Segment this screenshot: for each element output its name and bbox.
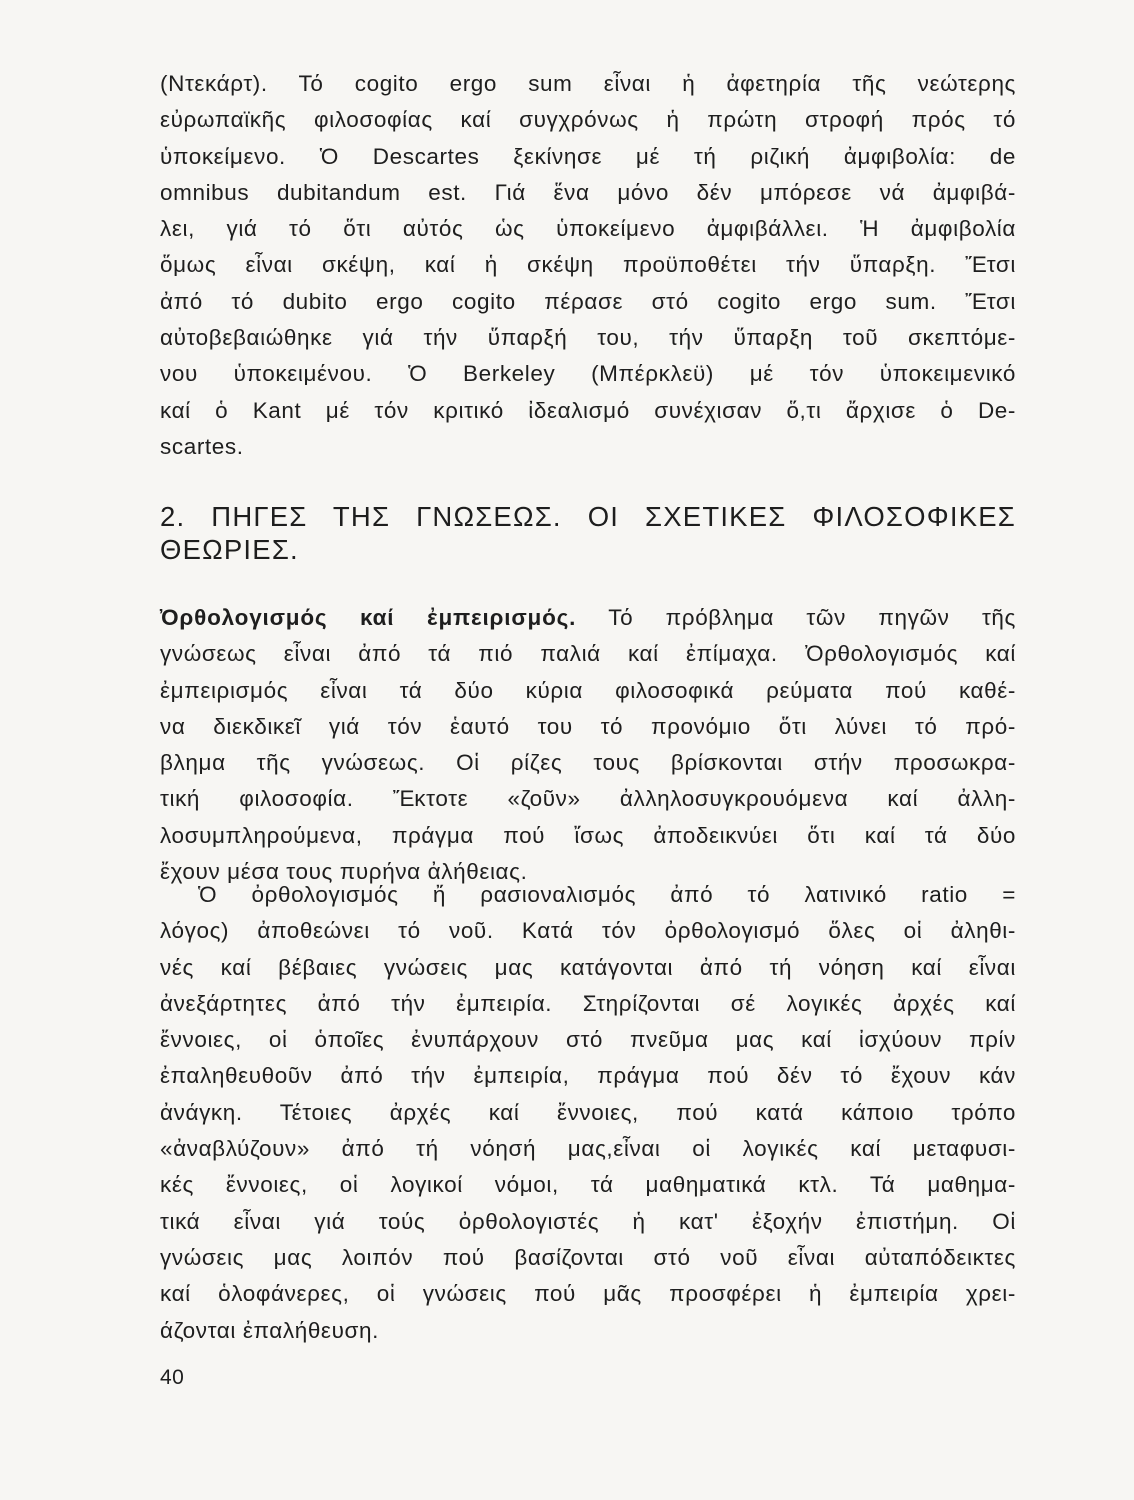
- text-line: λοσυμπληρούμενα, πράγμα πού ἴσως ἀποδεικνύει ὅτι καί τά δύο: [160, 822, 1016, 848]
- text-line: τικά εἶναι γιά τούς ὀρθολογιστές ἡ κατ' ἐξοχήν ἐπιστήμη. Οἱ: [160, 1208, 1016, 1234]
- text-line: omnibus dubitandum est. Γιά ἕνα μόνο δέν μπόρεσε νά ἀμφιβά-: [160, 179, 1016, 205]
- text-line: ἔχουν μέσα τους πυρήνα ἀλήθειας.: [160, 859, 528, 885]
- text-line: ἀνεξάρτητες ἀπό τήν ἐμπειρία. Στηρίζονται σέ λογικές ἀρχές καί: [160, 990, 1016, 1016]
- text-line: άζονται ἐπαλήθευση.: [160, 1317, 379, 1343]
- lead-line-rest: Τό πρόβλημα τῶν πηγῶν τῆς: [608, 605, 1016, 630]
- text-line: εὐρωπαϊκῆς φιλοσοφίας καί συγχρόνως ἡ πρώτη στροφή πρός τό: [160, 107, 1016, 133]
- text-line: ἐπαληθευθοῦν ἀπό τήν ἐμπειρία, πράγμα πού δέν τό ἔχουν κάν: [160, 1063, 1016, 1089]
- text-line: (Ντεκάρτ). Τό cogito ergo sum εἶναι ἡ ἀφετηρία τῆς νεώτερης: [160, 71, 1016, 96]
- text-line: [160, 600, 1016, 636]
- text-line: ἔννοιες, οἱ ὁποῖες ἐνυπάρχουν στό πνεῦμα μας καί ἰσχύουν πρίν: [160, 1027, 1016, 1053]
- text-line: βλημα τῆς γνώσεως. Οἱ ρίζες τους βρίσκονται στήν προσωκρα-: [160, 750, 1016, 776]
- text-line: λει, γιά τό ὅτι αὐτός ὡς ὑποκείμενο ἀμφιβάλλει. Ἡ ἀμφιβολία: [160, 216, 1016, 242]
- text-line: νές καί βέβαιες γνώσεις μας κατάγονται ἀπό τή νόηση καί εἶναι: [160, 954, 1016, 980]
- paragraph-rationalism: [160, 877, 1016, 1349]
- section-heading: [160, 500, 1016, 566]
- text-line: τική φιλοσοφία. Ἔκτοτε «ζοῦν» ἀλληλοσυγκρουόμενα καί ἀλλη-: [160, 786, 1016, 812]
- heading-line: 2. ΠΗΓΕΣ ΤΗΣ ΓΝΩΣΕΩΣ. ΟΙ ΣΧΕΤΙΚΕΣ ΦΙΛΟΣΟΦΙΚΕΣ: [160, 501, 1016, 532]
- page-number: 40: [160, 1366, 185, 1389]
- text-line: νου ὑποκειμένου. Ὁ Berkeley (Μπέρκλεϋ) μέ τόν ὑποκειμενικό: [160, 361, 1016, 387]
- text-line: κές ἔννοιες, οἱ λογικοί νόμοι, τά μαθηματικά κτλ. Τά μαθημα-: [160, 1172, 1016, 1198]
- text-line: καί ὁλοφάνερες, οἱ γνώσεις πού μᾶς προσφέρει ἡ ἐμπειρία χρει-: [160, 1281, 1016, 1307]
- text-line: γνώσεις μας λοιπόν πού βασίζονται στό νοῦ εἶναι αὐταπόδεικτες: [160, 1244, 1016, 1270]
- text-line: να διεκδικεῖ γιά τόν ἑαυτό του τό προνόμιο ὅτι λύνει τό πρό-: [160, 713, 1016, 739]
- paragraph-rationalism-empiricism: [160, 600, 1016, 890]
- heading-line: ΘΕΩΡΙΕΣ.: [160, 534, 299, 565]
- text-line: Ὁ ὀρθολογισμός ἤ ρασιοναλισμός ἀπό τό λατινικό ratio =: [198, 882, 1016, 907]
- text-line: ἀνάγκη. Τέτοιες ἀρχές καί ἔννοιες, πού κατά κάποιο τρόπο: [160, 1099, 1016, 1125]
- text-line: ἐμπειρισμός εἶναι τά δύο κύρια φιλοσοφικά ρεύματα πού καθέ-: [160, 677, 1016, 703]
- paragraph-lead-title: Ὀρθολογισμός καί ἐμπειρισμός.: [160, 605, 577, 630]
- text-line: ὑποκείμενο. Ὁ Descartes ξεκίνησε μέ τή ριζική ἀμφιβολία: de: [160, 143, 1016, 169]
- text-line: ὅμως εἶναι σκέψη, καί ἡ σκέψη προϋποθέτει τήν ὕπαρξη. Ἔτσι: [160, 252, 1016, 278]
- text-line: scartes.: [160, 433, 244, 459]
- text-line: ἀπό τό dubito ergo cogito πέρασε στό cogito ergo sum. Ἔτσι: [160, 288, 1016, 314]
- paragraph-descartes: [160, 66, 1016, 465]
- text-line: αὐτοβεβαιώθηκε γιά τήν ὕπαρξή του, τήν ὕπαρξη τοῦ σκεπτόμε-: [160, 325, 1016, 351]
- text-line: λόγος) ἀποθεώνει τό νοῦ. Κατά τόν ὀρθολογισμό ὅλες οἱ ἀληθι-: [160, 918, 1016, 944]
- text-line: γνώσεως εἶναι ἀπό τά πιό παλιά καί ἐπίμαχα. Ὀρθολογισμός καί: [160, 641, 1016, 667]
- text-line: «ἀναβλύζουν» ἀπό τή νόησή μας,εἶναι οἱ λογικές καί μεταφυσι-: [160, 1136, 1016, 1162]
- text-line: καί ὁ Kant μέ τόν κριτικό ἰδεαλισμό συνέχισαν ὅ,τι ἄρχισε ὁ De-: [160, 397, 1016, 423]
